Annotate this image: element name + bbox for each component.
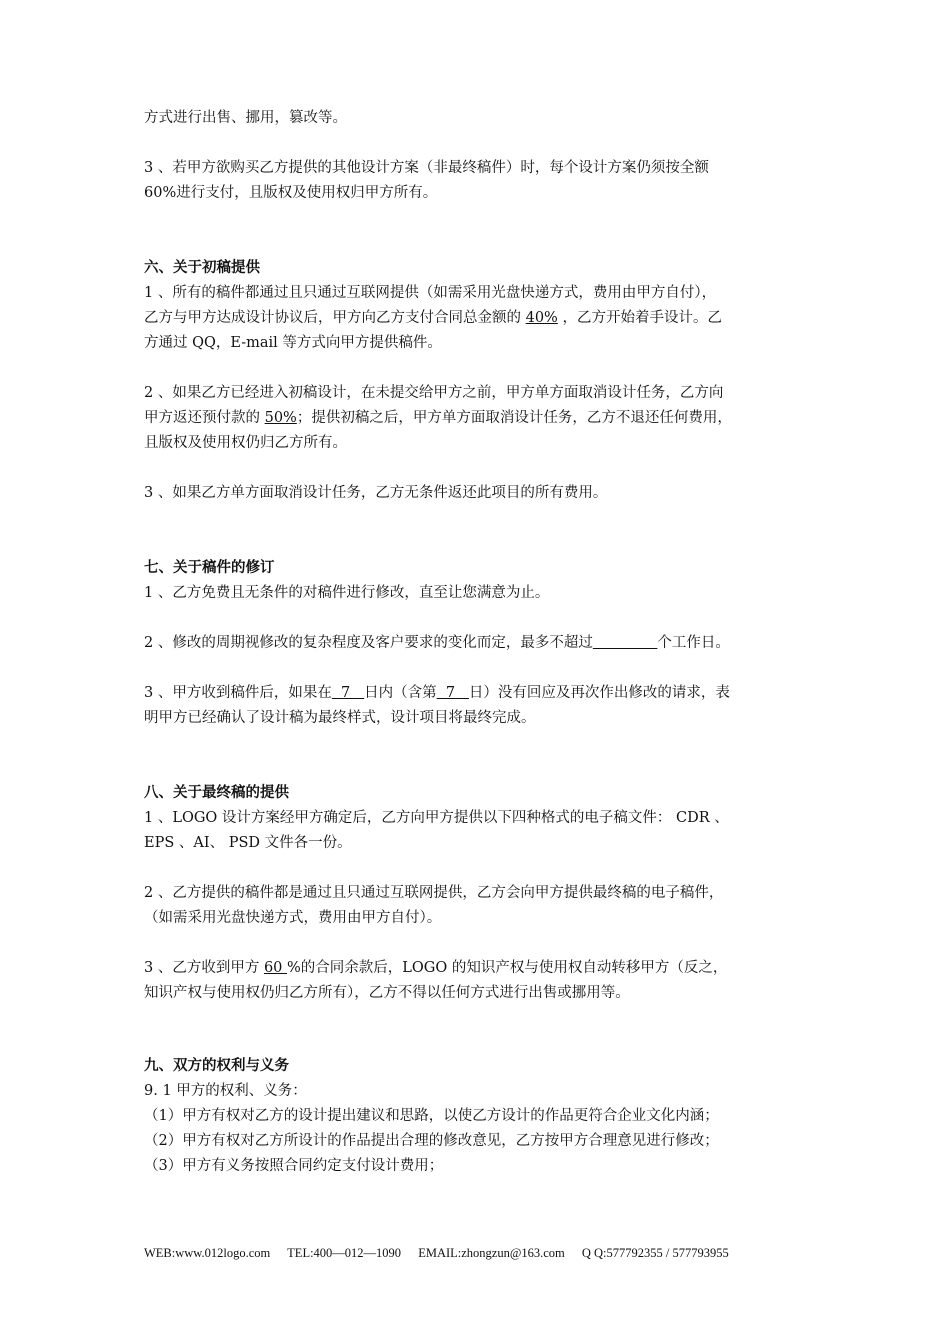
section-heading [144, 783, 289, 803]
text-run: 方式进行出售、挪用，篡改等。 [144, 110, 347, 126]
text-run: 1 、所有的稿件都通过且只通过互联网提供（如需采用光盘快递方式，费用由甲方自付）， [144, 285, 717, 301]
footer-tel: TEL:400—012—1090 [287, 1246, 402, 1260]
section-heading [144, 258, 260, 278]
text-run: （2）甲方有权对乙方所设计的作品提出合理的修改意见，乙方按甲方合理意见进行修改； [144, 1133, 719, 1149]
text-run: ；提供初稿之后，甲方单方面取消设计任务，乙方不退还任何费用， [296, 410, 732, 426]
paragraph-line [144, 833, 352, 853]
paragraph-line [144, 683, 730, 703]
filled-value: 40% [525, 310, 558, 326]
text-run: 知识产权与使用权仍归乙方所有），乙方不得以任何方式进行出售或挪用等。 [144, 985, 630, 1001]
paragraph-line [144, 808, 729, 828]
text-run: 乙方与甲方达成设计协议后，甲方向乙方支付合同总金额的 [144, 310, 526, 326]
paragraph-line [144, 158, 709, 178]
paragraph-line [144, 333, 442, 353]
paragraph-line [144, 433, 347, 453]
text-run: 六、关于初稿提供 [144, 259, 260, 276]
filled-value: 7 [436, 685, 469, 701]
filled-value: 50% [264, 410, 297, 426]
text-run: 九、双方的权利与义务 [144, 1057, 289, 1074]
paragraph-line [144, 308, 722, 328]
paragraph-line [144, 1081, 307, 1101]
paragraph-line [144, 583, 549, 603]
text-run: 且版权及使用权仍归乙方所有。 [144, 435, 347, 451]
text-run: 日）没有回应及再次作出修改的请求，表 [468, 685, 730, 701]
paragraph-line [144, 958, 727, 978]
paragraph-line [144, 883, 723, 903]
text-run: 2 、乙方提供的稿件都是通过且只通过互联网提供，乙方会向甲方提供最终稿的电子稿件， [144, 885, 724, 901]
text-run: 方通过 QQ，E-mail 等方式向甲方提供稿件。 [144, 335, 442, 351]
text-run: 3 、如果乙方单方面取消设计任务，乙方无条件返还此项目的所有费用。 [144, 485, 608, 501]
paragraph-line [144, 983, 630, 1003]
text-run: 日内（含第 [364, 685, 437, 701]
footer-qq: Q Q:577792355 / 577793955 [581, 1246, 729, 1260]
paragraph-line [144, 633, 730, 653]
section-heading [144, 558, 275, 578]
text-run: 1 、LOGO 设计方案经甲方确定后，乙方向甲方提供以下四种格式的电子稿文件： CDR 、 [144, 810, 729, 826]
text-run: EPS 、AI、 PSD 文件各一份。 [144, 835, 352, 851]
text-run: （如需采用光盘快递方式，费用由甲方自付）。 [144, 910, 442, 926]
text-run: ，乙方开始着手设计。乙 [557, 310, 722, 326]
footer-email: EMAIL:zhongzun@163.com [418, 1246, 565, 1260]
text-run: 60%进行支付，且版权及使用权归甲方所有。 [144, 185, 438, 201]
text-run: %的合同余款后，LOGO 的知识产权与使用权自动转移甲方（反之， [287, 960, 728, 976]
paragraph-line [144, 483, 607, 503]
footer [144, 1246, 729, 1261]
text-run: 1 、乙方免费且无条件的对稿件进行修改，直至让您满意为止。 [144, 585, 550, 601]
text-run: 3 、若甲方欲购买乙方提供的其他设计方案（非最终稿件）时，每个设计方案仍须按全额 [144, 160, 709, 176]
paragraph-line [144, 408, 732, 428]
footer-web: WEB:www.012logo.com [144, 1246, 271, 1260]
paragraph-line [144, 383, 723, 403]
text-run: （1）甲方有权对乙方的设计提出建议和思路，以使乙方设计的作品更符合企业文化内涵； [144, 1108, 719, 1124]
text-run: （3）甲方有义务按照合同约定支付设计费用； [144, 1158, 444, 1174]
text-run: 2 、如果乙方已经进入初稿设计，在未提交给甲方之前，甲方单方面取消设计任务，乙方向 [144, 385, 724, 401]
text-run: 3 、甲方收到稿件后，如果在 [144, 685, 332, 701]
paragraph-line [144, 1131, 719, 1151]
text-run: 明甲方已经确认了设计稿为最终样式，设计项目将最终完成。 [144, 710, 536, 726]
text-run: 2 、修改的周期视修改的复杂程度及客户要求的变化而定，最多不超过 [144, 635, 593, 651]
text-run: 八、关于最终稿的提供 [144, 784, 289, 801]
paragraph-line [144, 1156, 443, 1176]
filled-value [593, 635, 658, 651]
paragraph-line [144, 1106, 719, 1126]
filled-value: 60 [263, 960, 288, 976]
text-run: 个工作日。 [657, 635, 730, 651]
paragraph-line [144, 108, 347, 128]
text-run: 甲方返还预付款的 [144, 410, 265, 426]
text-run: 3 、乙方收到甲方 [144, 960, 264, 976]
paragraph-line [144, 283, 716, 303]
section-heading [144, 1056, 289, 1076]
paragraph-line [144, 183, 437, 203]
filled-value: 7 [331, 685, 365, 701]
paragraph-line [144, 708, 536, 728]
text-run: 七、关于稿件的修订 [144, 559, 275, 576]
paragraph-line [144, 908, 441, 928]
text-run: 9. 1 甲方的权利、义务： [144, 1083, 307, 1099]
